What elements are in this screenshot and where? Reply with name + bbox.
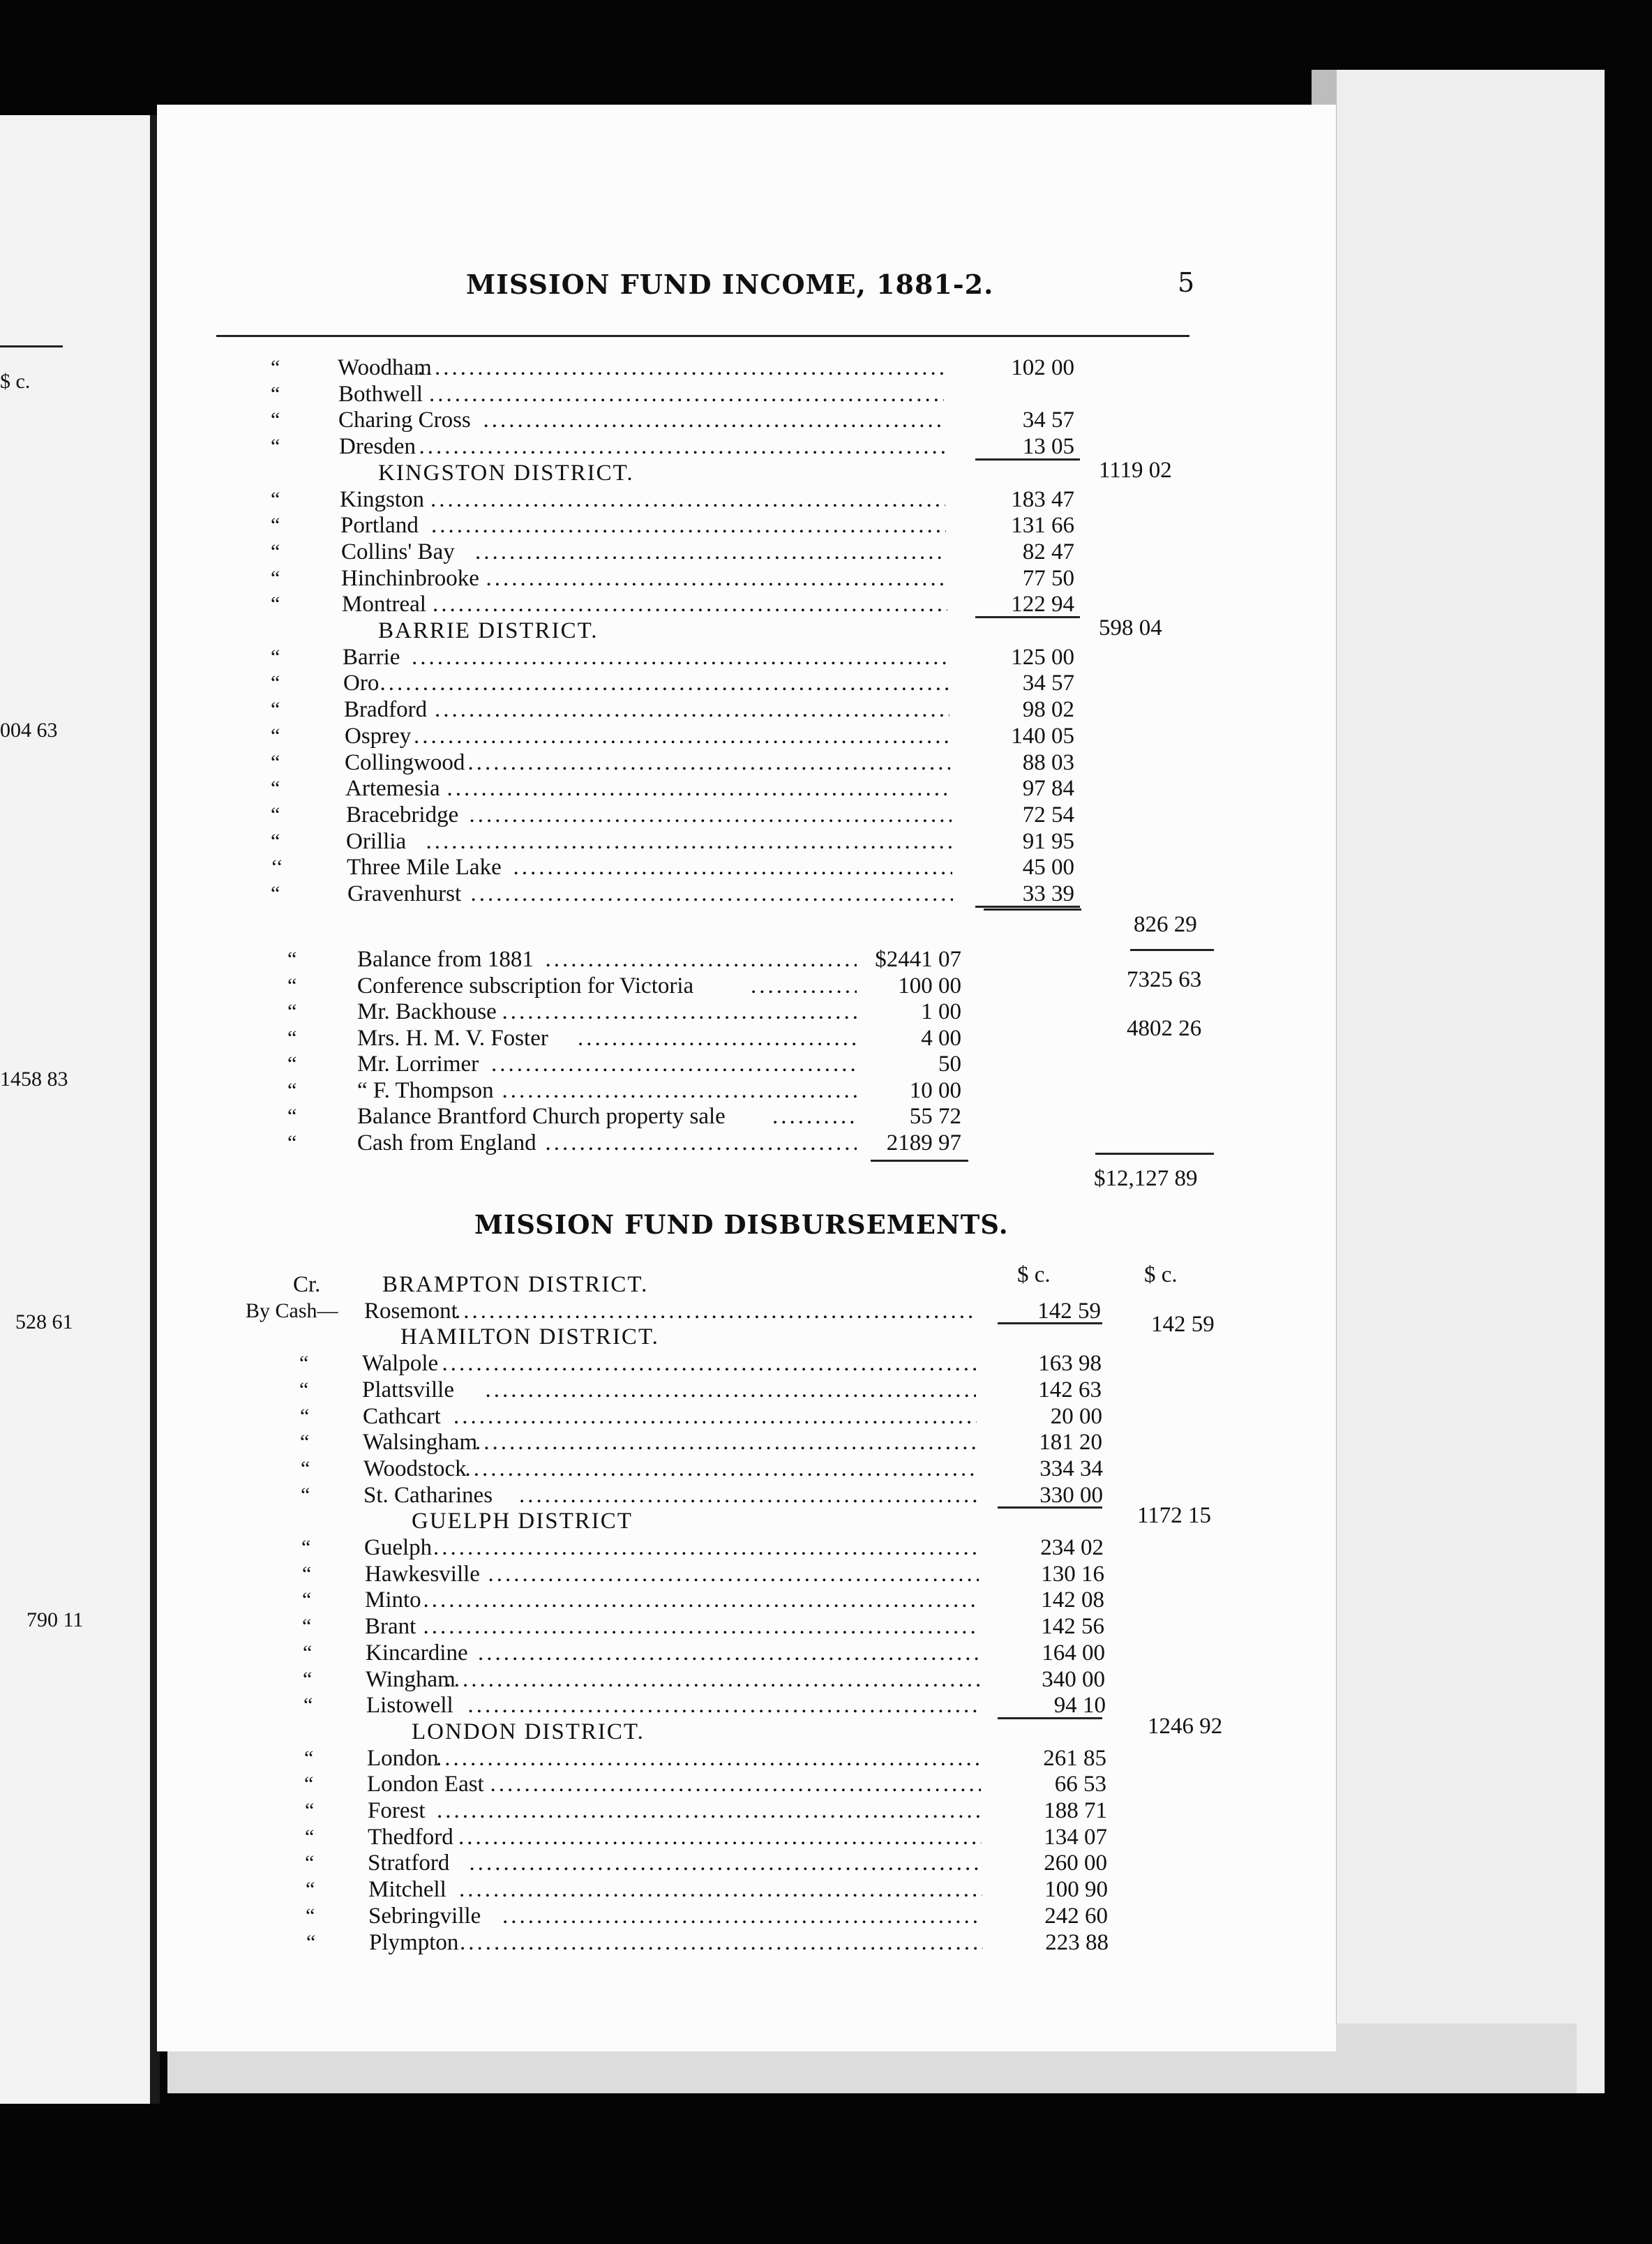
row-amount: 102 00 xyxy=(1011,355,1074,380)
row-label: Mr. Backhouse xyxy=(357,999,497,1024)
row-label: Mitchell xyxy=(368,1877,446,1903)
row-label: Orillia xyxy=(346,828,407,854)
ditto-mark: By Cash— xyxy=(246,1299,338,1322)
row-label: “ F. Thompson xyxy=(357,1077,494,1103)
row-amount: 142 59 xyxy=(1037,1298,1101,1324)
ledger-row xyxy=(0,1903,1652,1929)
ditto-mark: “ xyxy=(304,1746,314,1770)
ledger-row xyxy=(0,1350,1652,1377)
ledger-row xyxy=(0,1534,1652,1561)
leader-dots xyxy=(502,1903,982,1929)
ditto-mark: “ xyxy=(271,382,280,405)
ditto-mark: “ xyxy=(271,671,280,695)
row-label: Balance Brantford Church property sale xyxy=(357,1104,726,1129)
ledger-row xyxy=(0,512,1652,539)
district-heading: GUELPH DISTRICT xyxy=(412,1509,633,1534)
row-amount: 134 07 xyxy=(1044,1824,1107,1850)
ditto-mark: “ xyxy=(271,592,280,616)
row-amount: 1 00 xyxy=(921,999,961,1024)
ledger-row xyxy=(0,1429,1652,1456)
section-rule xyxy=(998,1322,1102,1324)
row-label: Listowell xyxy=(366,1693,453,1719)
ledger-row xyxy=(0,998,1652,1025)
row-label: London East xyxy=(367,1772,484,1797)
row-label: Rosemont xyxy=(364,1298,458,1324)
row-label: Woodham xyxy=(338,355,432,380)
leader-dots xyxy=(418,354,944,381)
ditto-mark: “ xyxy=(271,724,280,747)
page-title: MISSION FUND INCOME, 1881-2. xyxy=(466,269,994,300)
ditto-mark: “ xyxy=(271,356,280,379)
ledger-row xyxy=(0,1797,1652,1824)
ditto-mark: “ xyxy=(305,1825,315,1848)
ledger-row xyxy=(0,1929,1652,1956)
row-label: Plattsville xyxy=(362,1377,454,1402)
row-amount: 82 47 xyxy=(1022,539,1074,564)
leader-dots xyxy=(430,486,945,513)
ditto-mark: “ xyxy=(271,698,280,721)
ledger-row xyxy=(0,354,1652,381)
row-amount: 334 34 xyxy=(1039,1456,1103,1481)
row-label: Collingwood xyxy=(345,749,465,775)
row-label: Barrie xyxy=(343,644,400,670)
row-label: Portland xyxy=(340,513,419,539)
row-label: Woodstock xyxy=(363,1456,467,1481)
row-amount: 223 88 xyxy=(1045,1929,1109,1955)
ditto-mark: “ xyxy=(306,1903,315,1927)
ditto-mark: “ xyxy=(302,1615,312,1638)
district-heading: BRAMPTON DISTRICT. xyxy=(382,1272,649,1297)
section-total: 1119 02 xyxy=(1099,457,1172,483)
left-page-figure: 790 11 xyxy=(27,1608,84,1631)
row-amount: 10 00 xyxy=(909,1077,961,1103)
row-amount: 142 08 xyxy=(1041,1587,1104,1613)
ledger-row xyxy=(0,381,1652,407)
row-label: Stratford xyxy=(368,1850,450,1876)
row-label: Bradford xyxy=(344,697,428,723)
left-page-figure: 528 61 xyxy=(15,1310,73,1333)
ledger-row xyxy=(0,539,1652,565)
row-amount: 234 02 xyxy=(1040,1535,1104,1560)
row-amount: 72 54 xyxy=(1022,802,1074,828)
row-label: Oro xyxy=(343,671,380,696)
leader-dots xyxy=(502,1077,857,1104)
ledger-row xyxy=(0,1771,1652,1797)
leader-dots xyxy=(513,854,953,881)
leader-dots xyxy=(488,1561,979,1587)
leader-dots xyxy=(442,1350,977,1377)
row-label: Dresden xyxy=(339,434,416,460)
ledger-row xyxy=(0,1561,1652,1587)
row-amount: $2441 07 xyxy=(875,947,961,972)
left-page-figure: 004 63 xyxy=(0,719,58,742)
row-amount: 94 10 xyxy=(1053,1693,1106,1719)
left-page-figure: 1458 83 xyxy=(0,1068,68,1091)
leader-dots xyxy=(458,1824,982,1850)
ledger-row xyxy=(0,1298,1652,1324)
leader-dots xyxy=(419,433,945,460)
ditto-mark: “ xyxy=(271,514,280,537)
ledger-row xyxy=(0,1666,1652,1693)
ledger-row xyxy=(0,1103,1652,1130)
ledger-row xyxy=(0,1482,1652,1509)
row-label: Conference subscription for Victoria xyxy=(357,973,694,998)
col-head-1: $ c. xyxy=(1017,1262,1051,1287)
ledger-row xyxy=(0,407,1652,433)
row-amount: 100 90 xyxy=(1044,1877,1108,1903)
row-label: Three Mile Lake xyxy=(347,855,502,881)
row-amount: 50 xyxy=(938,1052,961,1077)
leader-dots xyxy=(491,1051,857,1077)
row-label: Walpole xyxy=(362,1351,439,1377)
section-rule xyxy=(998,1717,1102,1719)
ledger-row xyxy=(0,1876,1652,1903)
section-rule xyxy=(998,1506,1102,1509)
leader-dots xyxy=(471,881,954,907)
row-label: Walsingham xyxy=(363,1430,478,1456)
row-label: Sebringville xyxy=(368,1903,481,1929)
ditto-mark: “ xyxy=(302,1562,312,1585)
row-label: Montreal xyxy=(342,592,426,618)
row-amount: 4 00 xyxy=(921,1025,961,1051)
row-label: Wingham xyxy=(366,1666,456,1692)
ledger-row xyxy=(0,1850,1652,1876)
leader-dots xyxy=(437,1797,982,1824)
cr-label: Cr. xyxy=(293,1272,321,1297)
ditto-mark: “ xyxy=(287,1105,297,1128)
ditto-mark: “ xyxy=(287,973,297,997)
row-amount: 125 00 xyxy=(1011,644,1074,670)
row-amount: 55 72 xyxy=(909,1104,961,1129)
ditto-mark: “ xyxy=(271,566,280,590)
row-amount: 13 05 xyxy=(1022,434,1074,460)
ledger-row xyxy=(0,881,1652,907)
row-amount: 20 00 xyxy=(1050,1403,1102,1429)
row-amount: 91 95 xyxy=(1022,828,1074,854)
ditto-mark: “ xyxy=(304,1772,314,1796)
row-amount: 66 53 xyxy=(1054,1772,1106,1797)
row-label: Brant xyxy=(365,1614,416,1640)
row-label: Minto xyxy=(365,1587,421,1613)
ledger-row xyxy=(0,775,1652,802)
ditto-mark: “ xyxy=(287,1130,297,1154)
leader-dots xyxy=(426,828,952,855)
section-rule xyxy=(975,616,1080,618)
ledger-row xyxy=(0,1130,1652,1156)
grand-total-rule xyxy=(1095,1153,1214,1155)
leader-dots xyxy=(453,1403,977,1430)
leader-dots xyxy=(486,565,947,592)
leader-dots xyxy=(475,1429,977,1456)
row-label: Bothwell xyxy=(338,381,423,407)
income-grand-total: $12,127 89 xyxy=(1094,1166,1198,1191)
row-amount: 34 57 xyxy=(1022,407,1074,433)
header-rule xyxy=(216,335,1189,337)
leader-dots xyxy=(478,1640,979,1666)
ditto-mark: “ xyxy=(271,829,280,853)
ledger-row xyxy=(0,946,1652,973)
section-total: 1246 92 xyxy=(1148,1713,1223,1739)
ledger-row xyxy=(0,644,1652,671)
left-page-rule xyxy=(0,345,63,347)
row-amount: 100 00 xyxy=(898,973,961,998)
row-amount: 34 57 xyxy=(1022,671,1074,696)
leader-dots xyxy=(455,1298,975,1324)
ditto-mark: “ xyxy=(306,1878,315,1901)
row-label: Kincardine xyxy=(366,1640,468,1666)
ditto-mark: “ xyxy=(271,802,280,826)
leader-dots xyxy=(380,670,949,696)
leader-dots xyxy=(436,1745,981,1772)
row-label: Hawkesville xyxy=(365,1561,480,1587)
section-rule xyxy=(975,906,1080,908)
ledger-row xyxy=(0,1824,1652,1850)
row-amount: 260 00 xyxy=(1044,1850,1107,1876)
leader-dots xyxy=(465,1456,978,1482)
leader-dots xyxy=(447,775,952,802)
section-rule xyxy=(975,458,1080,461)
ditto-mark: “ xyxy=(300,1430,310,1454)
ditto-mark: “ xyxy=(271,882,280,905)
row-label: Osprey xyxy=(345,723,412,749)
ledger-row xyxy=(0,1051,1652,1077)
row-amount: 45 00 xyxy=(1022,855,1074,881)
ditto-mark: “ xyxy=(301,1536,311,1559)
ledger-row xyxy=(0,1745,1652,1772)
row-label: Kingston xyxy=(340,486,425,512)
leader-dots xyxy=(446,1666,980,1693)
row-label: Forest xyxy=(368,1798,426,1823)
row-amount: 33 39 xyxy=(1022,881,1074,906)
row-label: Thedford xyxy=(368,1824,453,1850)
income-subtotal: 7325 63 xyxy=(1127,967,1202,992)
ditto-mark: “ xyxy=(299,1352,309,1375)
ditto-mark: “ xyxy=(300,1404,310,1428)
row-amount: 97 84 xyxy=(1022,776,1074,802)
row-amount: 98 02 xyxy=(1022,697,1074,723)
row-label: St. Catharines xyxy=(363,1482,493,1508)
ditto-mark: “ xyxy=(287,1000,297,1023)
left-page-currency-header: $ c. xyxy=(0,370,31,393)
ditto-mark: “ xyxy=(305,1799,315,1822)
row-label: Bracebridge xyxy=(346,802,459,828)
col-head-2: $ c. xyxy=(1144,1262,1178,1287)
row-amount: 142 56 xyxy=(1041,1614,1104,1640)
leader-dots xyxy=(490,1771,982,1797)
ditto-mark: “ xyxy=(271,645,280,668)
leader-dots xyxy=(435,696,949,723)
ledger-row xyxy=(0,1613,1652,1640)
row-amount: 131 66 xyxy=(1011,513,1074,539)
row-amount: 2189 97 xyxy=(886,1130,961,1155)
disbursements-title: MISSION FUND DISBURSEMENTS. xyxy=(474,1209,1009,1240)
page-number: 5 xyxy=(1178,267,1195,298)
leader-dots xyxy=(423,1587,979,1613)
ditto-mark: “ xyxy=(302,1588,312,1612)
ditto-mark: “ xyxy=(271,539,280,563)
section-total: 826 29 xyxy=(1134,911,1197,937)
row-amount: 130 16 xyxy=(1041,1561,1104,1587)
leader-dots xyxy=(502,998,857,1025)
ditto-mark: “ xyxy=(271,487,280,511)
ledger-row xyxy=(0,696,1652,723)
ledger-row xyxy=(0,828,1652,855)
other-receipts-total: 4802 26 xyxy=(1127,1016,1202,1041)
ditto-mark: “ xyxy=(287,1078,297,1102)
row-label: Hinchinbrooke xyxy=(341,565,479,591)
row-amount: 122 94 xyxy=(1011,592,1074,618)
row-amount: 88 03 xyxy=(1022,749,1074,775)
row-label: Plympton xyxy=(369,1929,459,1955)
leader-dots xyxy=(429,381,944,407)
leader-dots xyxy=(431,512,946,539)
section-total: 598 04 xyxy=(1099,615,1162,641)
ledger-row xyxy=(0,1587,1652,1613)
district-heading: BARRIE DISTRICT. xyxy=(378,618,599,643)
row-label: London xyxy=(367,1745,439,1771)
leader-dots xyxy=(486,1377,977,1403)
row-amount: 163 98 xyxy=(1038,1351,1102,1377)
ledger-row xyxy=(0,433,1652,460)
district-heading: HAMILTON DISTRICT. xyxy=(400,1324,659,1350)
row-label: Gravenhurst xyxy=(347,881,462,906)
row-label: Cash from England xyxy=(357,1130,536,1155)
ledger-row xyxy=(0,802,1652,828)
leader-dots xyxy=(414,723,950,749)
leader-dots xyxy=(470,802,952,828)
row-amount: 330 00 xyxy=(1039,1482,1103,1508)
ledger-row xyxy=(0,723,1652,749)
leader-dots xyxy=(433,1534,978,1561)
ditto-mark: “ xyxy=(287,948,297,971)
ditto-mark: “ xyxy=(271,777,280,800)
ditto-mark: “ xyxy=(299,1377,309,1401)
row-label: Guelph xyxy=(364,1535,433,1560)
ledger-row xyxy=(0,854,1652,881)
ditto-mark: “ xyxy=(303,1667,313,1691)
ledger-row xyxy=(0,565,1652,592)
ditto-mark: “ xyxy=(305,1851,315,1875)
row-label: Mr. Lorrimer xyxy=(357,1052,479,1077)
row-label: Balance from 1881 xyxy=(357,947,534,972)
ledger-row xyxy=(0,1692,1652,1719)
leader-dots xyxy=(412,644,948,671)
ditto-mark: ‘‘ xyxy=(271,855,283,879)
receipts-rule xyxy=(871,1160,968,1162)
column-rule xyxy=(984,908,1081,911)
ledger-row xyxy=(0,486,1652,513)
leader-dots xyxy=(423,1613,979,1640)
ditto-mark: “ xyxy=(306,1930,316,1954)
row-label: Cathcart xyxy=(363,1403,441,1429)
ledger-row xyxy=(0,749,1652,776)
ledger-row xyxy=(0,1456,1652,1482)
row-amount: 140 05 xyxy=(1011,723,1074,749)
ditto-mark: “ xyxy=(301,1483,310,1506)
row-label: Collins' Bay xyxy=(341,539,455,564)
row-amount: 181 20 xyxy=(1039,1430,1102,1456)
row-amount: 142 63 xyxy=(1038,1377,1102,1402)
row-amount: 77 50 xyxy=(1022,565,1074,591)
ledger-row xyxy=(0,973,1652,999)
ditto-mark: “ xyxy=(271,435,280,458)
row-amount: 188 71 xyxy=(1044,1798,1107,1823)
row-amount: 340 00 xyxy=(1042,1666,1105,1692)
leader-dots xyxy=(460,1929,983,1956)
ledger-row xyxy=(0,1377,1652,1403)
row-label: Artemesia xyxy=(345,776,440,802)
row-amount: 261 85 xyxy=(1043,1745,1106,1771)
leader-dots xyxy=(459,1876,982,1903)
ditto-mark: “ xyxy=(287,1026,297,1049)
ditto-mark: “ xyxy=(287,1052,297,1075)
row-amount: 164 00 xyxy=(1042,1640,1105,1666)
ditto-mark: “ xyxy=(303,1640,313,1664)
leader-dots xyxy=(433,591,947,618)
leader-dots xyxy=(468,1692,981,1719)
ledger-row xyxy=(0,1403,1652,1430)
ditto-mark: “ xyxy=(271,408,280,432)
ledger-row xyxy=(0,591,1652,618)
row-label: Charing Cross xyxy=(338,407,471,433)
leader-dots xyxy=(470,1850,982,1876)
ledger-row xyxy=(0,1077,1652,1104)
leader-dots xyxy=(468,749,951,776)
row-amount: 183 47 xyxy=(1011,486,1074,512)
ledger-row xyxy=(0,1025,1652,1052)
ledger-row xyxy=(0,670,1652,696)
leader-dots xyxy=(475,539,947,565)
section-total: 142 59 xyxy=(1151,1312,1215,1338)
ditto-mark: “ xyxy=(271,750,280,774)
section-total: 1172 15 xyxy=(1137,1503,1212,1529)
ditto-mark: “ xyxy=(301,1456,310,1480)
row-label: Mrs. H. M. V. Foster xyxy=(357,1025,548,1051)
leader-dots xyxy=(483,407,945,433)
district-heading: KINGSTON DISTRICT. xyxy=(378,460,634,486)
ditto-mark: “ xyxy=(303,1693,313,1717)
row-amount: 242 60 xyxy=(1044,1903,1108,1929)
ledger-row xyxy=(0,1640,1652,1666)
district-heading: LONDON DISTRICT. xyxy=(412,1719,645,1744)
leader-dots xyxy=(519,1482,977,1509)
